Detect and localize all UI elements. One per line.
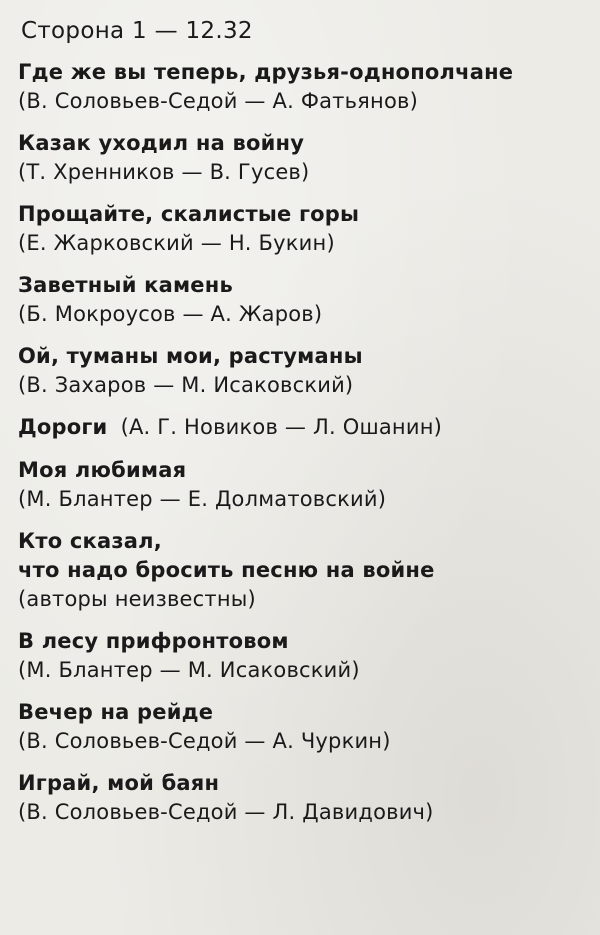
track-title: Ой, туманы мои, растуманы (18, 344, 363, 368)
track-authors: (В. Соловьев-Седой — А. Чуркин) (18, 729, 391, 753)
track-authors: (Т. Хренников — В. Гусев) (18, 160, 310, 184)
track-title-line-1: Кто сказал, (18, 529, 162, 553)
track-list (18, 58, 590, 827)
track-title: В лесу прифронтовом (18, 629, 289, 653)
track-item (18, 698, 590, 756)
track-authors: (Б. Мокроусов — А. Жаров) (18, 302, 323, 326)
track-title: Где же вы теперь, друзья-однополчане (18, 60, 514, 84)
track-authors: (В. Соловьев-Седой — Л. Давидович) (18, 800, 434, 824)
track-authors: (В. Соловьев-Седой — А. Фатьянов) (18, 89, 418, 113)
track-title: Вечер на рейде (18, 700, 214, 724)
track-title-line-2: что надо бросить песню на войне (18, 558, 435, 582)
track-item (18, 627, 590, 685)
track-authors: (А. Г. Новиков — Л. Ошанин) (120, 415, 443, 439)
track-item (18, 769, 590, 827)
track-authors: (М. Блантер — Е. Долматовский) (18, 487, 387, 511)
track-title: Дороги (18, 415, 108, 439)
side-header: Сторона 1 — 12.32 (21, 18, 253, 44)
track-item (18, 129, 590, 187)
track-title: Моя любимая (18, 458, 187, 482)
track-authors: (В. Захаров — М. Исаковский) (18, 373, 354, 397)
track-title: Заветный камень (18, 273, 233, 297)
track-title: Прощайте, скалистые горы (18, 202, 360, 226)
track-authors: (авторы неизвестны) (18, 587, 256, 611)
track-title: Казак уходил на войну (18, 131, 305, 155)
track-authors: (Е. Жарковский — Н. Букин) (18, 231, 335, 255)
track-item (18, 271, 590, 329)
track-item (18, 200, 590, 258)
track-item (18, 527, 590, 614)
track-title: Играй, мой баян (18, 771, 220, 795)
track-item (18, 456, 590, 514)
track-item (18, 413, 590, 443)
track-item (18, 58, 590, 116)
track-item (18, 342, 590, 400)
track-authors: (М. Блантер — М. Исаковский) (18, 658, 360, 682)
